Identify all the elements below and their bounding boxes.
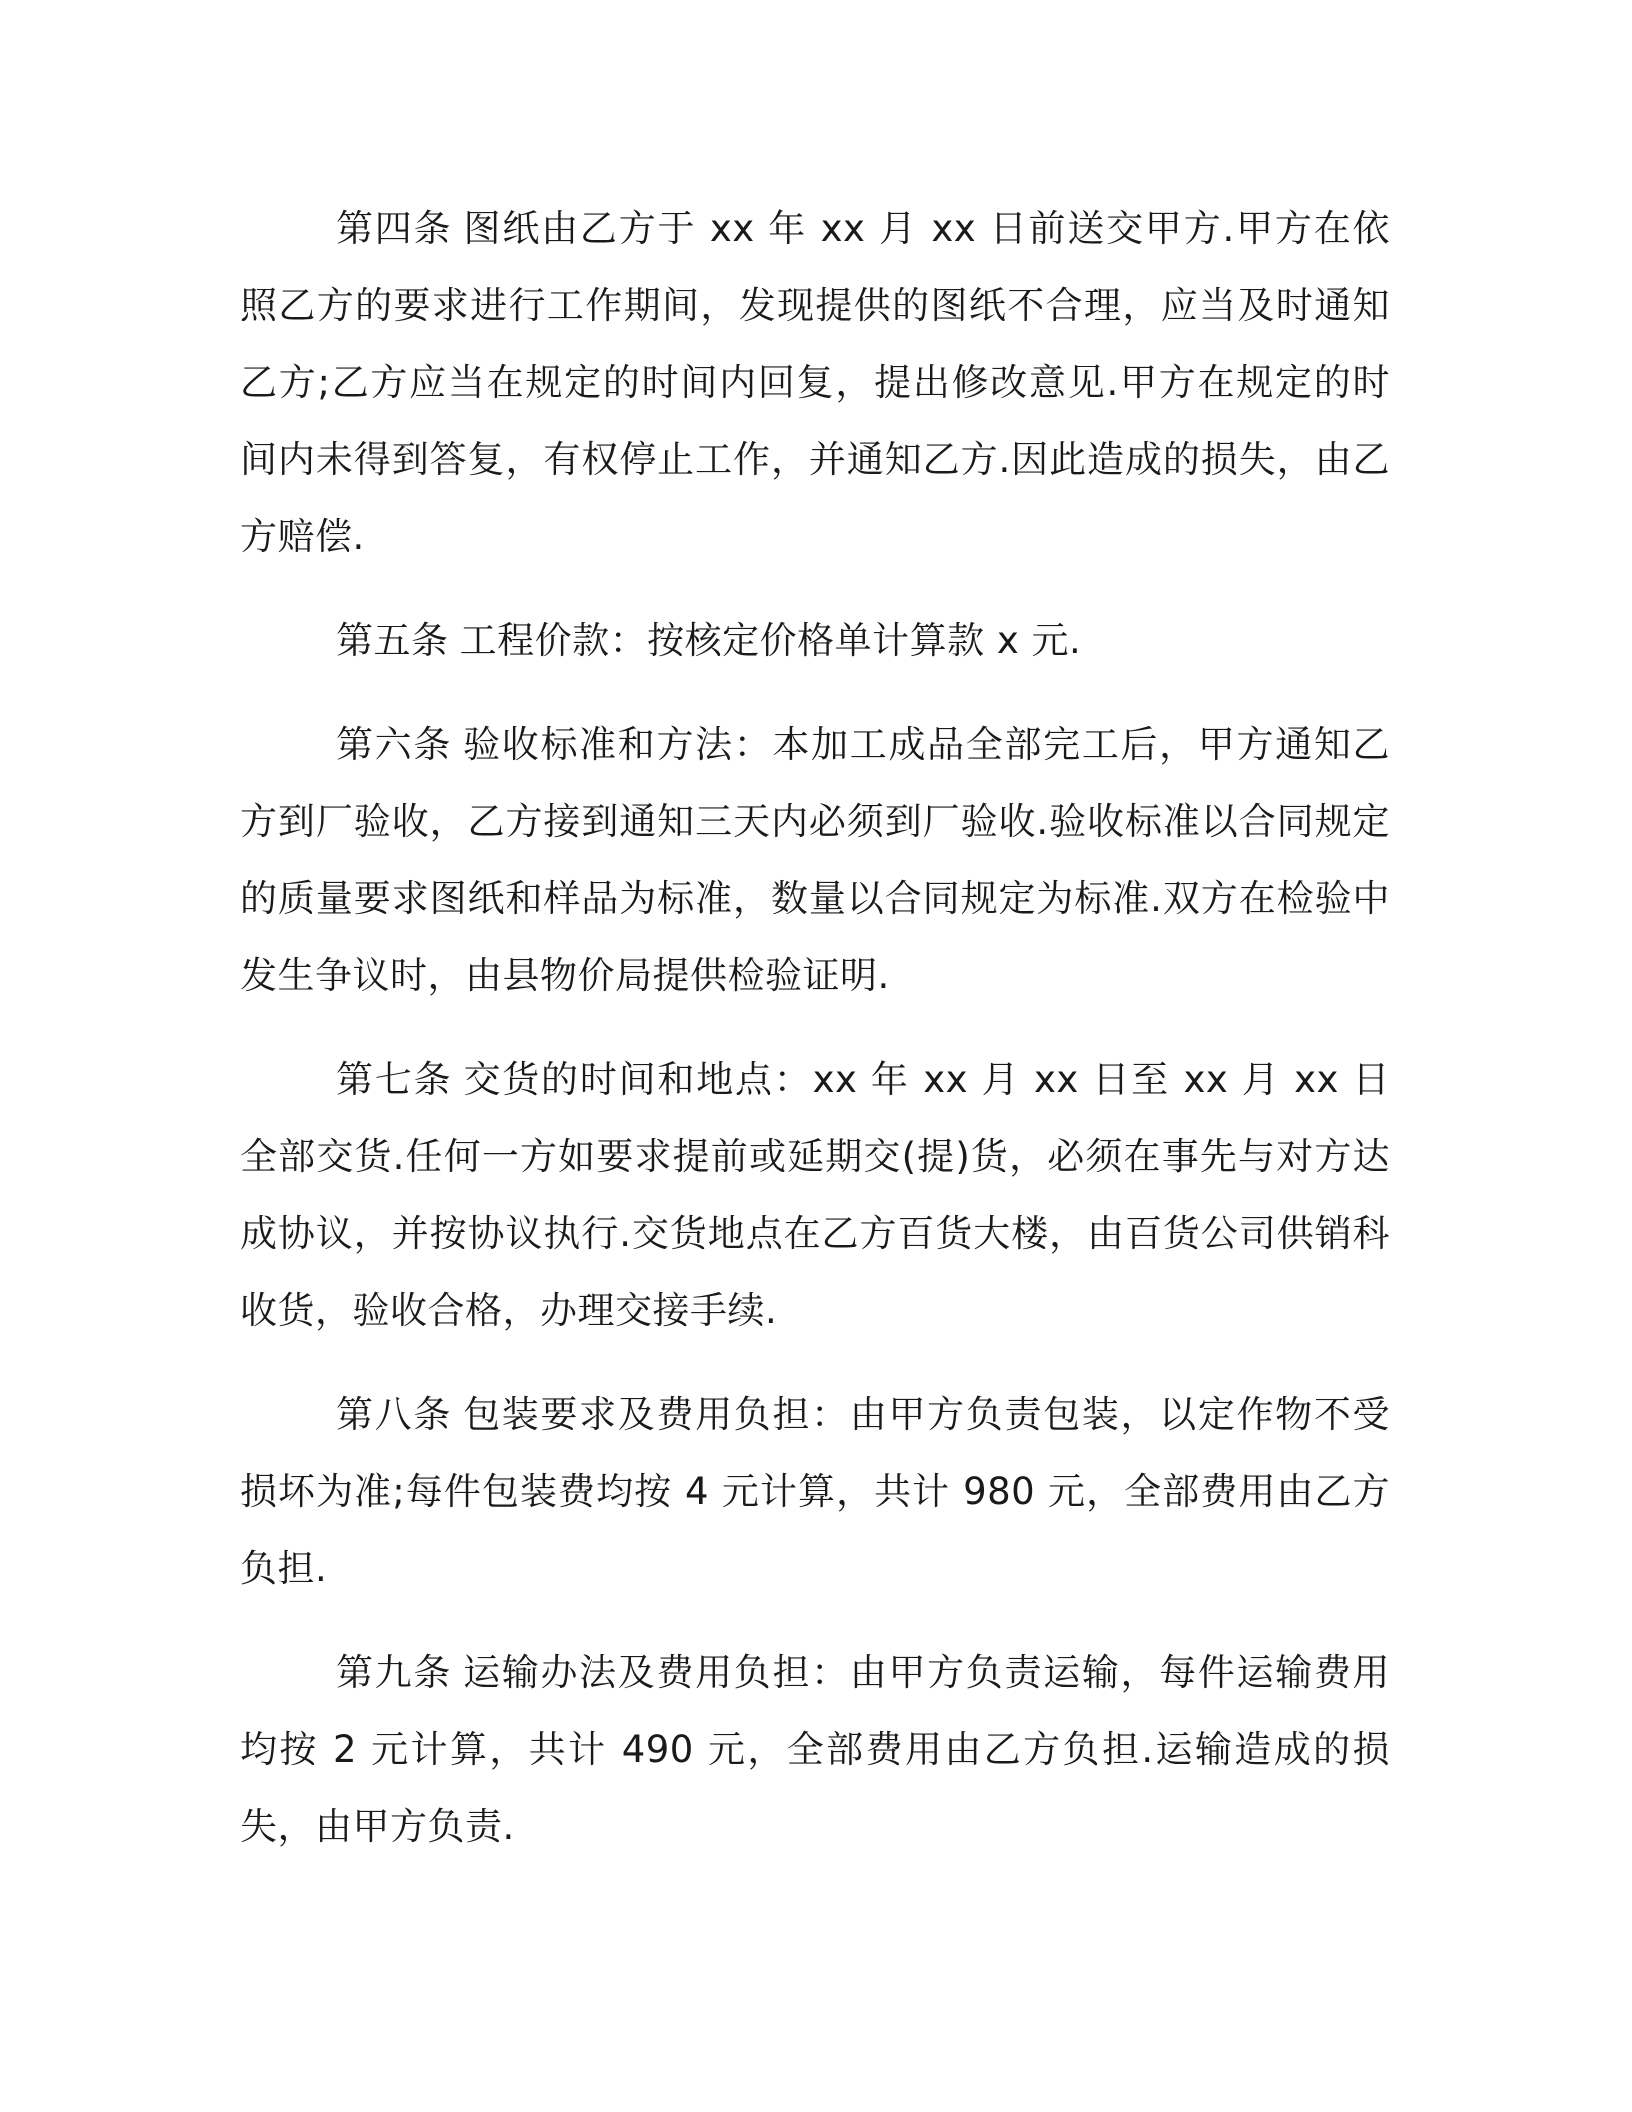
clause-7 xyxy=(240,1041,1390,1349)
clause-4 xyxy=(240,190,1390,575)
document-page xyxy=(240,190,1390,1892)
clause-text: 验收标准和方法：本加工成品全部完工后，甲方通知乙方到厂验收，乙方接到通知三天内必须到厂验收.验收标准以合同规定的质量要求图纸和样品为标准，数量以合同规定为标准.双方在检验中发生争议时，由县物价局提供检验证明. xyxy=(240,723,1391,997)
clause-text: 运输办法及费用负担：由甲方负责运输，每件运输费用均按 2 元计算，共计 490 元，全部费用由乙方负担.运输造成的损失，由甲方负责. xyxy=(240,1651,1391,1848)
clause-text: 工程价款：按核定价格单计算款 x 元. xyxy=(459,619,1082,662)
clause-5 xyxy=(240,602,1390,679)
clause-number: 第五条 xyxy=(336,619,449,662)
clause-8 xyxy=(240,1376,1390,1607)
clause-text: 图纸由乙方于 xx 年 xx 月 xx 日前送交甲方.甲方在依照乙方的要求进行工作期间，发现提供的图纸不合理，应当及时通知乙方;乙方应当在规定的时间内回复，提出修改意见.甲方在规定的时间内未得到答复，有权停止工作，并通知乙方.因此造成的损失，由乙方赔偿. xyxy=(240,207,1390,558)
clause-text: 包装要求及费用负担：由甲方负责包装，以定作物不受损坏为准;每件包装费均按 4 元计算，共计 980 元，全部费用由乙方负担. xyxy=(240,1393,1391,1590)
clause-6 xyxy=(240,706,1390,1014)
clause-number: 第六条 xyxy=(336,723,453,766)
clause-number: 第四条 xyxy=(336,207,453,250)
clause-number: 第八条 xyxy=(336,1393,453,1436)
clause-9 xyxy=(240,1634,1390,1865)
clause-text: 交货的时间和地点：xx 年 xx 月 xx 日至 xx 月 xx 日全部交货.任何一方如要求提前或延期交(提)货，必须在事先与对方达成协议，并按协议执行.交货地点在乙方百货大楼，由百货公司供销科收货，验收合格，办理交接手续. xyxy=(240,1058,1390,1332)
clause-number: 第七条 xyxy=(336,1058,453,1101)
clause-number: 第九条 xyxy=(336,1651,453,1694)
